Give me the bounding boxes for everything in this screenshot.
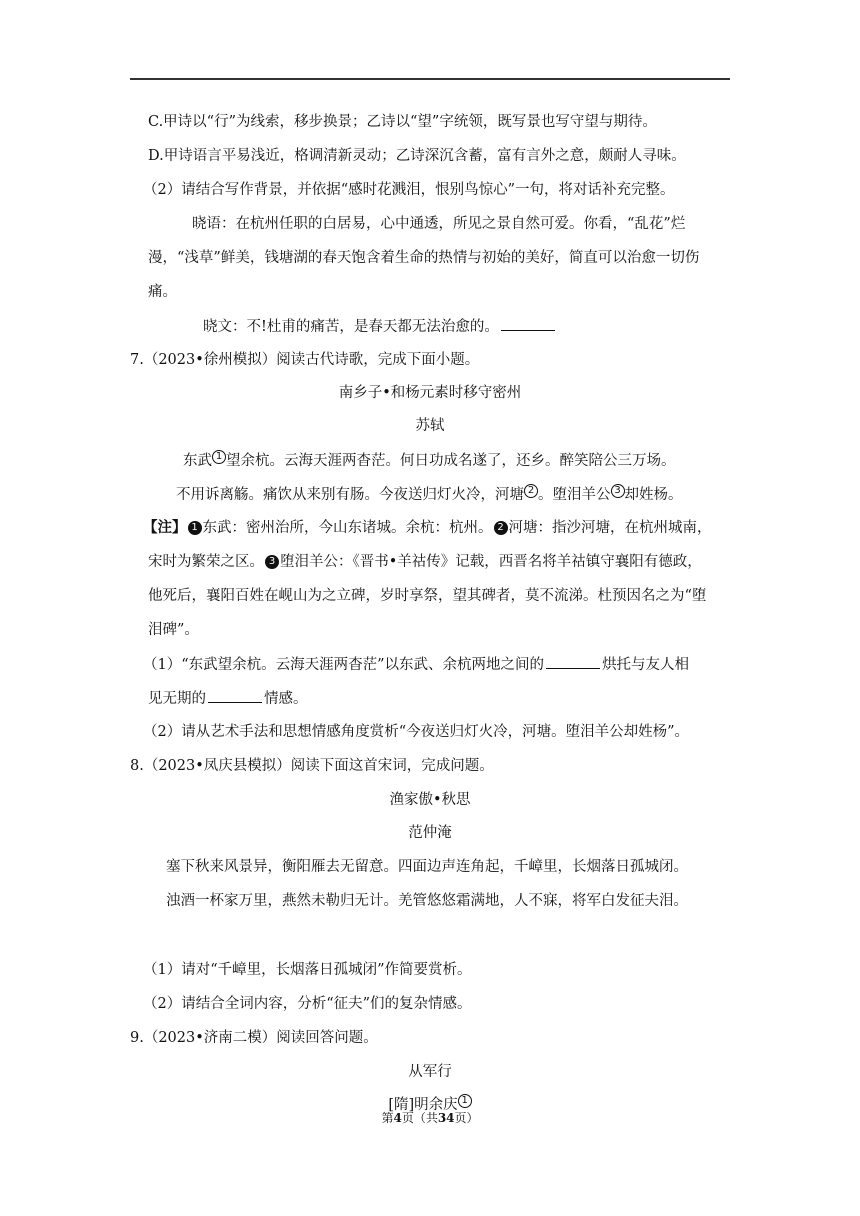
footnote-marker-2: 2 [524,484,538,498]
header-rule [130,78,730,80]
page-total: 34 [437,1111,455,1125]
page-number: 4 [393,1111,402,1125]
note-line-3: 他死后，襄阳百姓在岘山为之立碑，岁时享祭，望其碑者，莫不流涕。杜预因名之为“堕 [148,588,707,604]
footnote-marker-1: 1 [212,450,226,464]
poem2-line-2: 浊酒一杯家万里，燕然未勒归无计。羌管悠悠霜满地，人不寐，将军白发征夫泪。 [166,893,688,909]
xiaoyu-line-2: 漫，“浅草”鲜美，钱塘湖的春天饱含着生命的热情与初始的美好，简直可以治愈一切伤 [148,250,700,266]
poem3-author: [隋]明余庆 1 [130,1094,730,1115]
question-8-1: （1）请对“千嶂里，长烟落日孤城闭”作简要赏析。 [143,962,472,978]
poem2-line-1: 塞下秋来风景异，衡阳雁去无留意。四面边声连角起，千嶂里，长烟落日孤城闭。 [166,859,688,875]
xiaoyu-line-1: 晓语：在杭州任职的白居易，心中通透，所见之景自然可爱。你看，“乱花”烂 [192,216,686,232]
note-line-2: 宋时为繁荣之区。 3 堕泪羊公：《晋书•羊祜传》记载，西晋名将羊祜镇守襄阳有德政， [148,554,702,570]
xiaoyu-line-3: 痛。 [148,284,177,300]
poem1-line-1: 东武 1 望余杭。云海天涯两杳茫。何日功成名遂了，还乡。醉笑陪公三万场。 [183,451,676,469]
footnote-marker-3: 3 [611,484,625,498]
poem1-title: 南乡子•和杨元素时移守密州 [338,385,522,401]
xiaowen-line: 晓文：不!杜甫的痛苦，是春天都无法治愈的。 [203,316,557,337]
answer-blank [501,316,555,331]
question-7-2: （2）请从艺术手法和思想情感角度赏析“今夜送归灯火冷，河塘。堕泪羊公却姓杨”。 [143,724,690,740]
option-d: D.甲诗语言平易浅近，格调清新灵动；乙诗深沉含蓄，富有言外之意，颇耐人寻味。 [148,148,686,164]
page-footer: 第4页（共34页） [381,1111,479,1125]
question-9-heading: 9.（2023•济南二模）阅读回答问题。 [130,1030,378,1046]
option-c: C.甲诗以“行”为线索，移步换景；乙诗以“望”字统领，既写景也写守望与期待。 [148,114,657,130]
question-7-heading: 7.（2023•徐州模拟）阅读古代诗歌，完成下面小题。 [130,352,480,368]
question-8-2: （2）请结合全词内容，分析“征夫”们的复杂情感。 [143,996,472,1012]
question-6-2: （2）请结合写作背景，并依据“感时花溅泪，恨别鸟惊心”一句，将对话补充完整。 [143,182,675,198]
poem2-title: 渔家傲•秋思 [389,792,471,808]
poem1-author: 苏轼 [415,418,445,434]
poem1-line-2: 不用诉离觞。痛饮从来别有肠。今夜送归灯火冷，河塘 2 。堕泪羊公 3 却姓杨。 [176,485,683,503]
question-7-1: （1）“东武望余杭。云海天涯两杳茫”以东武、余杭两地之间的 烘托与友人相 [143,654,689,675]
question-7-1-cont: 见无期的 情感。 [148,688,308,709]
poem2-author: 范仲淹 [408,825,452,841]
note-line-4: 泪碑”。 [148,622,199,638]
note-line-1: 【注】 1 东武：密州治所，今山东诸城。余杭：杭州。 2 河塘：指沙河塘，在杭州城南， [143,519,712,536]
question-8-heading: 8.（2023•凤庆县模拟）阅读下面这首宋词，完成问题。 [130,758,494,774]
poem3-title: 从军行 [408,1064,452,1080]
